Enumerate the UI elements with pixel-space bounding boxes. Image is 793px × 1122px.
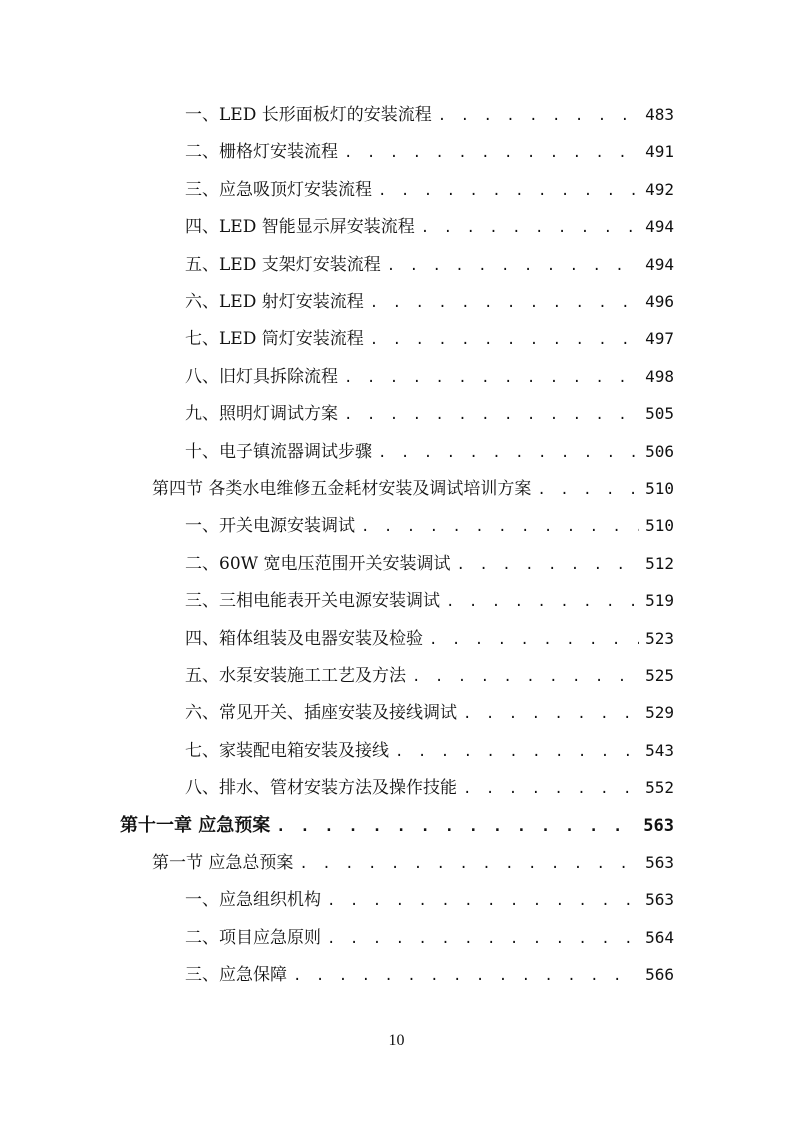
toc-entry-page: 497 [645,329,674,349]
toc-entry-page: 510 [645,516,674,536]
toc-entry-title: 一、LED 长形面板灯的安装流程 [185,105,432,125]
toc-entry[interactable] [185,549,674,579]
toc-entry[interactable] [185,960,674,990]
toc-entry[interactable] [185,324,674,354]
toc-entry[interactable] [185,175,674,205]
toc-entry[interactable] [185,399,674,429]
toc-entry-page: 512 [645,553,674,573]
toc-entry-title: 三、应急吸顶灯安装流程 [185,179,372,200]
toc-entry-title: 十、电子镇流器调试步骤 [185,441,372,462]
toc-entry[interactable] [185,624,674,654]
toc-entry[interactable] [185,586,674,616]
dot-leader [299,849,639,879]
toc-entry[interactable] [152,474,674,504]
toc-entry[interactable] [185,661,674,691]
toc-entry-title: 九、照明灯调试方案 [185,404,338,425]
toc-entry[interactable] [185,212,674,242]
toc-entry-page: 505 [645,404,674,424]
toc-entry-title: 二、栅格灯安装流程 [185,142,338,163]
toc-entry-page: 529 [645,703,674,723]
dot-leader [378,438,639,468]
toc-entry-page: 492 [645,179,674,199]
toc-entry-title: 二、项目应急原则 [185,927,321,948]
dot-leader [438,101,639,131]
toc-entry[interactable] [185,250,674,280]
toc-entry-page: 566 [645,965,674,985]
toc-entry-title: 三、三相电能表开关电源安装调试 [185,591,440,612]
toc-entry-page: 563 [645,853,674,872]
toc-entry-page: 498 [645,366,674,386]
dot-leader [361,512,639,542]
toc-entry-page: 552 [645,778,674,798]
toc-entry[interactable] [120,811,674,841]
toc-entry-page: 491 [645,142,674,162]
dot-leader [378,176,639,206]
toc-entry-page: 563 [643,815,674,836]
toc-entry-title: 一、开关电源安装调试 [185,516,355,537]
toc-entry-page: 494 [645,217,674,237]
toc-entry-title: 第四节 各类水电维修五金耗材安装及调试培训方案 [152,479,532,499]
toc-entry[interactable] [185,923,674,953]
toc-entry-title: 三、应急保障 [185,965,287,986]
toc-entry-title: 五、LED 支架灯安装流程 [185,254,381,275]
dot-leader [457,550,640,580]
dot-leader [344,400,639,430]
dot-leader [344,363,639,393]
toc-entry-title: 八、排水、管材安装方法及操作技能 [185,778,457,799]
toc-entry[interactable] [185,885,674,915]
toc-entry[interactable] [185,287,674,317]
toc-entry-title: 八、旧灯具拆除流程 [185,366,338,387]
dot-leader [293,961,639,991]
dot-leader [429,625,639,655]
dot-leader [327,886,639,916]
toc-entry-title: 四、箱体组装及电器安装及检验 [185,628,423,649]
dot-leader [387,251,639,281]
dot-leader [327,924,639,954]
toc-entry-title: 六、常见开关、插座安装及接线调试 [185,703,457,724]
dot-leader [395,737,639,767]
dot-leader [412,662,639,692]
toc-entry-page: 564 [645,927,674,947]
page-number: 10 [388,1032,405,1049]
toc-entry-title: 二、60W 宽电压范围开关安装调试 [185,553,451,574]
dot-leader [421,213,639,243]
toc-entry[interactable] [185,773,674,803]
toc-entry-title: 七、家装配电箱安装及接线 [185,740,389,761]
toc-entry-page: 494 [645,254,674,274]
dot-leader [344,138,639,168]
toc-entry-page: 523 [645,628,674,648]
toc-entry[interactable] [185,511,674,541]
toc-entry-title: 七、LED 筒灯安装流程 [185,329,364,350]
toc-entry-page: 563 [645,890,674,910]
toc-entry-page: 525 [645,666,674,685]
toc-entry-page: 543 [645,740,674,760]
toc-entry[interactable] [185,698,674,728]
toc-entry[interactable] [185,736,674,766]
toc-entry-page: 506 [645,441,674,461]
toc-entry-page: 483 [645,105,674,124]
toc-entry-title: 五、水泵安装施工工艺及方法 [185,666,406,686]
dot-leader [463,774,639,804]
toc-entry-title: 四、LED 智能显示屏安装流程 [185,217,415,238]
toc-entry[interactable] [185,137,674,167]
dot-leader [463,699,639,729]
toc-entry-title: 一、应急组织机构 [185,890,321,911]
toc-entry-title: 六、LED 射灯安装流程 [185,292,364,312]
toc-entry[interactable] [185,362,674,392]
dot-leader [537,475,639,505]
toc-entry-title: 第十一章 应急预案 [120,814,271,836]
toc-entry[interactable] [185,100,674,130]
toc-entry[interactable] [152,848,674,878]
dot-leader [446,587,639,617]
toc-entry-title: 第一节 应急总预案 [152,853,294,873]
dot-leader [370,325,639,355]
toc-entry[interactable] [185,437,674,467]
dot-leader [370,288,639,318]
toc-entry-page: 510 [645,479,674,498]
toc-entry-page: 519 [645,591,674,611]
dot-leader [276,811,637,841]
toc-entry-page: 496 [645,292,674,311]
